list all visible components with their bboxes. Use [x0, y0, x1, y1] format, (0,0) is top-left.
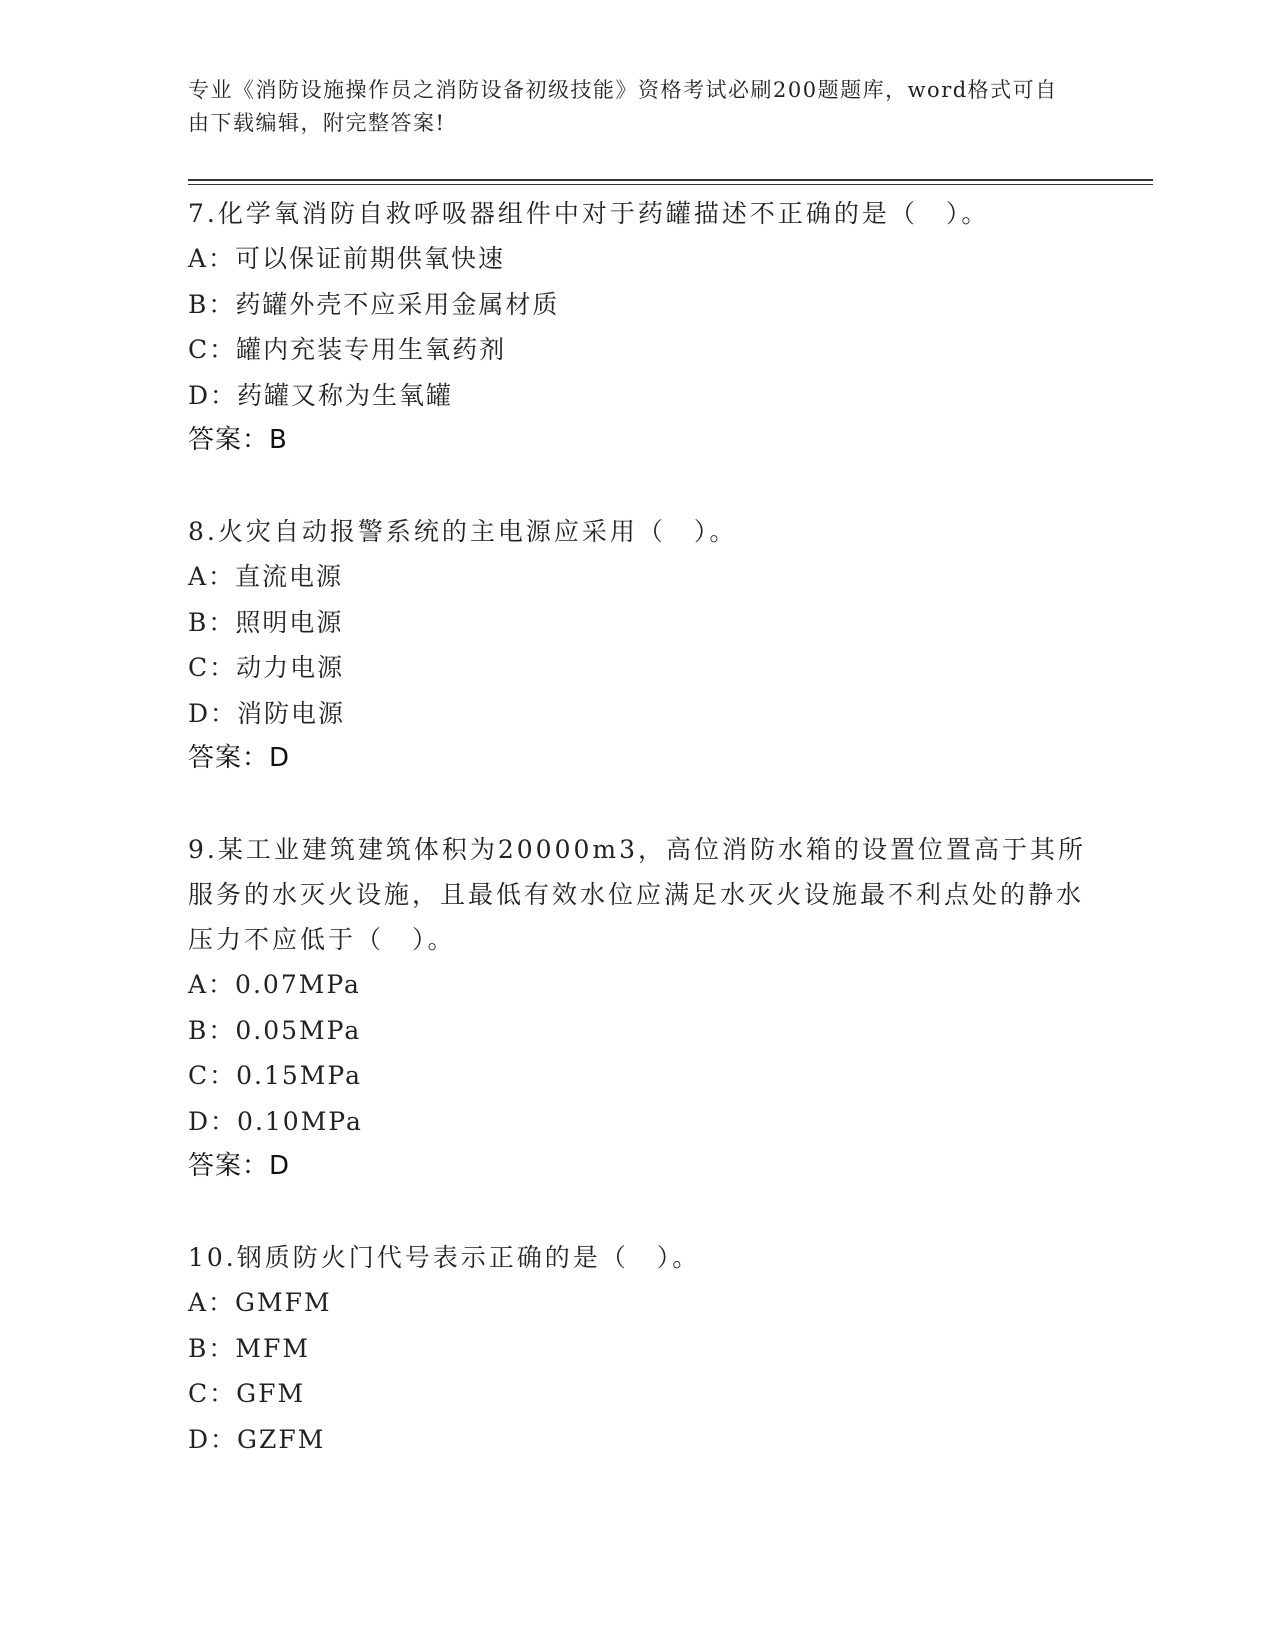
option-a: A：可以保证前期供氧快速	[188, 244, 506, 273]
question-title: 9.某工业建筑建筑体积为20000m3，高位消防水箱的设置位置高于其所服务的水灭火设施，且最低有效水位应满足水灭火设施最不利点处的静水压力不应低于（ ）。	[188, 835, 1086, 954]
option-b: B：照明电源	[188, 607, 344, 637]
option-b: B：MFM	[188, 1333, 310, 1363]
option-c: C：0.15MPa	[188, 1061, 362, 1090]
answer-label: 答案：D	[188, 743, 291, 773]
question-8	[188, 509, 1088, 781]
option-d: D：药罐又称为生氧罐	[188, 380, 454, 410]
document-header: 专业《消防设施操作员之消防设备初级技能》资格考试必刷200题题库，word格式可自由下载编辑，附完整答案!	[188, 78, 1058, 135]
option-c: C：动力电源	[188, 653, 345, 682]
option-b: B：0.05MPa	[188, 1015, 362, 1045]
option-d: D：0.10MPa	[188, 1106, 363, 1136]
answer-label: 答案：B	[188, 425, 288, 455]
option-c: C：GFM	[188, 1379, 306, 1408]
option-a: A：直流电源	[188, 562, 344, 591]
question-10	[188, 1235, 1088, 1462]
header-divider-thick	[188, 179, 1153, 181]
option-d: D：GZFM	[188, 1424, 326, 1454]
question-title: 10.钢质防火门代号表示正确的是（ ）。	[188, 1243, 701, 1272]
option-a: A：0.07MPa	[188, 970, 361, 999]
question-title: 8.火灾自动报警系统的主电源应采用（ ）。	[188, 517, 738, 546]
option-a: A：GMFM	[188, 1288, 332, 1317]
question-title: 7.化学氧消防自救呼吸器组件中对于药罐描述不正确的是（ ）。	[188, 199, 990, 228]
header-divider-thin	[188, 184, 1153, 185]
option-d: D：消防电源	[188, 698, 346, 728]
question-7	[188, 191, 1088, 463]
answer-label: 答案：D	[188, 1151, 291, 1181]
question-9	[188, 827, 1088, 1189]
question-list	[188, 191, 1088, 1508]
option-b: B：药罐外壳不应采用金属材质	[188, 289, 560, 319]
option-c: C：罐内充装专用生氧药剂	[188, 335, 507, 364]
